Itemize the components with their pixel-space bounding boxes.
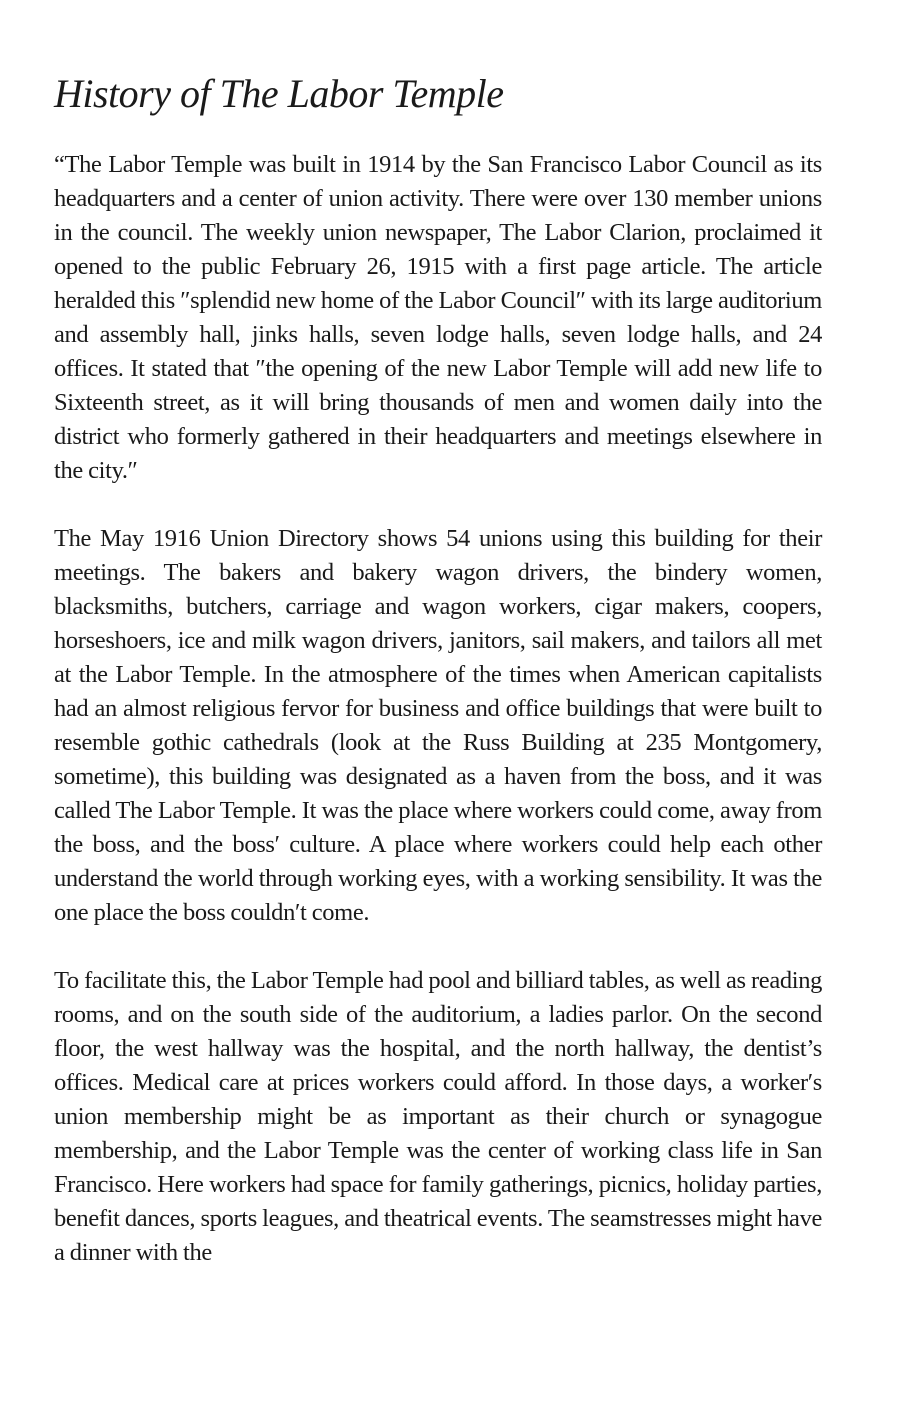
document-page — [54, 68, 822, 1304]
paragraph-3: To facilitate this, the Labor Temple had pool and billiard tables, as well as reading rooms, and on the south side of the auditorium, a ladies parlor. On the second floor, the west hallway was the hospital, and the north hallway, the dentist’s offices. Medical care at prices workers could afford. In those days, a worker′s union membership might be as important as their church or synagogue membership, and the Labor Temple was the center of working class life in San Francisco. Here workers had space for family gatherings, picnics, holiday parties, benefit dances, sports leagues, and theatrical events. The seamstresses might have a dinner with the — [54, 967, 822, 1266]
paragraph-2: The May 1916 Union Directory shows 54 unions using this building for their meetings. The bakers and bakery wagon drivers, the bindery women, blacksmiths, butchers, carriage and wagon workers, cigar makers, coopers, horseshoers, ice and milk wagon drivers, janitors, sail makers, and tailors all met at the Labor Temple. In the atmosphere of the times when American capitalists had an almost religious fervor for business and office buildings that were built to resemble gothic cathedrals (look at the Russ Building at 235 Montgomery, sometime), this building was designated as a haven from the boss, and it was called The Labor Temple. It was the place where workers could come, away from the boss, and the boss′ culture. A place where workers could help each other understand the world through working eyes, with a working sensibility. It was the one place the boss couldn′t come. — [54, 525, 822, 926]
page-title: History of The Labor Temple — [54, 71, 504, 116]
paragraph-1: “The Labor Temple was built in 1914 by the San Francisco Labor Council as its headquarters and a center of union activity. There were over 130 member unions in the council. The weekly union newspaper, The Labor Clarion, proclaimed it opened to the public February 26, 1915 with a first page article. The article heralded this ″splendid new home of the Labor Council″ with its large auditorium and assembly hall, jinks halls, seven lodge halls, seven lodge halls, and 24 offices. It stated that ″the opening of the new Labor Temple will add new life to Sixteenth street, as it will bring thousands of men and women daily into the district who formerly gathered in their headquarters and meetings elsewhere in the city.″ — [54, 151, 822, 484]
